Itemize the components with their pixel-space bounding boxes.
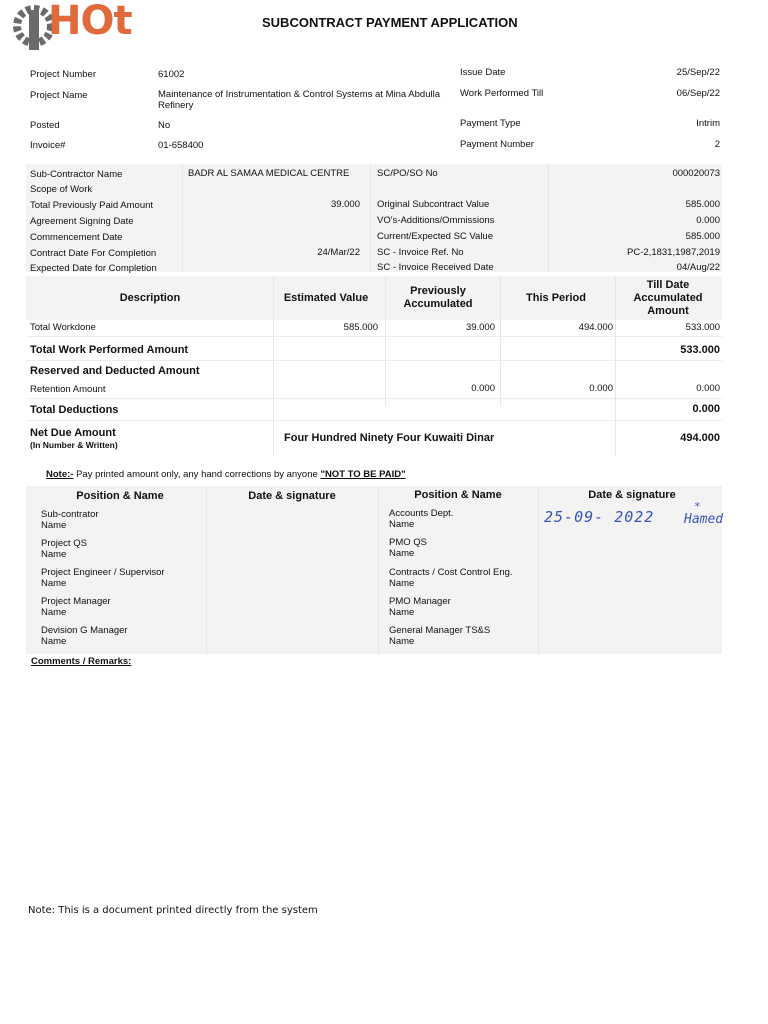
sig-left-name-4: Name (41, 607, 67, 618)
subcontractor-value: BADR AL SAMAA MEDICAL CENTRE (188, 168, 350, 179)
handwritten-date: 25-09- 2022 (544, 508, 655, 526)
sig-left-position-2: Project QS (41, 538, 87, 549)
th-description: Description (119, 292, 181, 304)
company-logo (12, 0, 162, 52)
sig-right-position-2: PMO QS (389, 537, 428, 548)
payment-number-label: Payment Number (460, 139, 534, 150)
sig-left-position-4: Project Manager (41, 596, 111, 607)
th-till: Till Date Accumulated Amount (633, 279, 703, 317)
scope-label: Scope of Work (30, 184, 93, 195)
scpo-label: SC/PO/SO No (377, 168, 438, 179)
sig-right-position-4: PMO Manager (389, 596, 451, 607)
sig-right-name-3: Name (389, 578, 415, 589)
orig-value-label: Original Subcontract Value (377, 199, 490, 210)
sig-right-name-4: Name (389, 607, 415, 618)
commencement-label: Commencement Date (30, 232, 123, 243)
payment-note (46, 469, 406, 480)
sig-left-name-5: Name (41, 636, 67, 647)
row-workdone-estimated: 585.000 (343, 322, 378, 333)
project-name-line1: Maintenance of Instrumentation & Control Systems at Mina Abdulla (158, 89, 440, 100)
issue-date-value: 25/Sep/22 (676, 67, 720, 78)
th-period: This Period (526, 292, 586, 304)
row-workdone-period: 494.000 (578, 322, 613, 333)
row-workdone-till: 533.000 (685, 322, 720, 333)
net-due-value: 494.000 (680, 432, 720, 444)
work-performed-label: Work Performed Till (460, 88, 544, 99)
project-number-label: Project Number (30, 69, 96, 80)
invoice-ref-value: PC-2,1831,1987,2019 (627, 247, 720, 258)
sig-right-name-1: Name (389, 519, 415, 530)
invoice-label: Invoice# (30, 140, 66, 151)
reserved-label: Reserved and Deducted Amount (30, 365, 200, 377)
total-deductions-label: Total Deductions (30, 404, 119, 416)
net-due-label: Net Due Amount (30, 427, 116, 439)
logo-text: HOt (48, 0, 132, 44)
posted-value: No (158, 120, 171, 131)
retention-previous: 0.000 (471, 383, 495, 394)
project-name-label: Project Name (30, 90, 88, 101)
page-title: SUBCONTRACT PAYMENT APPLICATION (262, 15, 518, 30)
payment-type-label: Payment Type (460, 118, 521, 129)
th-previous: Previously Accumulated (403, 285, 473, 310)
total-performed-label: Total Work Performed Amount (30, 344, 189, 356)
completion-value: 24/Mar/22 (317, 247, 360, 258)
sig-left-name-1: Name (41, 520, 67, 531)
comments-label: Comments / Remarks: (31, 656, 132, 667)
current-label: Current/Expected SC Value (377, 231, 493, 242)
retention-till: 0.000 (696, 383, 720, 394)
sig-right-name-2: Name (389, 548, 415, 559)
row-workdone-label: Total Workdone (30, 322, 96, 333)
vo-value: 0.000 (696, 215, 720, 226)
invoice-ref-label: SC - Invoice Ref. No (377, 247, 464, 258)
th-estimated: Estimated Value (283, 292, 369, 304)
sig-left-date-header: Date & signature (248, 490, 336, 502)
sig-left-position-3: Project Engineer / Supervisor (41, 567, 165, 578)
orig-value: 585.000 (685, 199, 720, 210)
issue-date-label: Issue Date (460, 67, 506, 78)
sig-left-name-3: Name (41, 578, 67, 589)
net-due-sublabel: (In Number & Written) (30, 440, 118, 450)
scpo-value: 000020073 (672, 168, 720, 179)
sig-left-pos-header: Position & Name (76, 490, 164, 502)
project-number-value: 61002 (158, 69, 185, 80)
payment-type-value: Intrim (696, 118, 720, 129)
vo-label: VO's-Additions/Ommissions (377, 215, 495, 226)
current-value: 585.000 (685, 231, 720, 242)
completion-label: Contract Date For Completion (30, 248, 157, 259)
row-workdone-previous: 39.000 (465, 322, 495, 333)
project-name-line2: Refinery (158, 100, 194, 111)
payment-number-value: 2 (714, 139, 720, 150)
sig-left-position-1: Sub-contrator (41, 509, 99, 520)
sig-right-position-5: General Manager TS&S (389, 625, 491, 636)
sig-right-position-3: Contracts / Cost Control Eng. (389, 567, 513, 578)
retention-label: Retention Amount (30, 384, 106, 395)
prev-paid-value: 39.000 (330, 199, 360, 210)
sig-right-pos-header: Position & Name (414, 489, 502, 501)
sig-left-name-2: Name (41, 549, 67, 560)
received-label: SC - Invoice Received Date (377, 262, 494, 273)
prev-paid-label: Total Previously Paid Amount (30, 200, 154, 211)
sig-right-position-1: Accounts Dept. (389, 508, 454, 519)
subcontractor-label: Sub-Contractor Name (30, 169, 123, 180)
handwritten-signature: Hamed (684, 512, 724, 527)
agreement-label: Agreement Signing Date (30, 216, 134, 227)
signature-mark: * (694, 500, 701, 513)
received-value: 04/Aug/22 (676, 262, 720, 273)
expected-label: Expected Date for Completion (30, 263, 157, 274)
work-performed-value: 06/Sep/22 (676, 88, 720, 99)
net-due-written: Four Hundred Ninety Four Kuwaiti Dinar (284, 432, 495, 444)
note-emphasis: "NOT TO BE PAID" (320, 469, 406, 480)
posted-label: Posted (30, 120, 60, 131)
retention-period: 0.000 (589, 383, 613, 394)
sig-right-name-5: Name (389, 636, 415, 647)
footer-note: Note: This is a document printed directly from the system (28, 905, 318, 916)
sig-left-position-5: Devision G Manager (41, 625, 128, 636)
note-prefix: Note:- (46, 469, 74, 480)
total-deductions-value: 0.000 (692, 403, 720, 415)
total-performed-value: 533.000 (680, 344, 720, 356)
note-text: Pay printed amount only, any hand corrections by anyone (73, 469, 321, 480)
invoice-value: 01-658400 (158, 140, 204, 151)
sig-right-date-header: Date & signature (588, 489, 676, 501)
